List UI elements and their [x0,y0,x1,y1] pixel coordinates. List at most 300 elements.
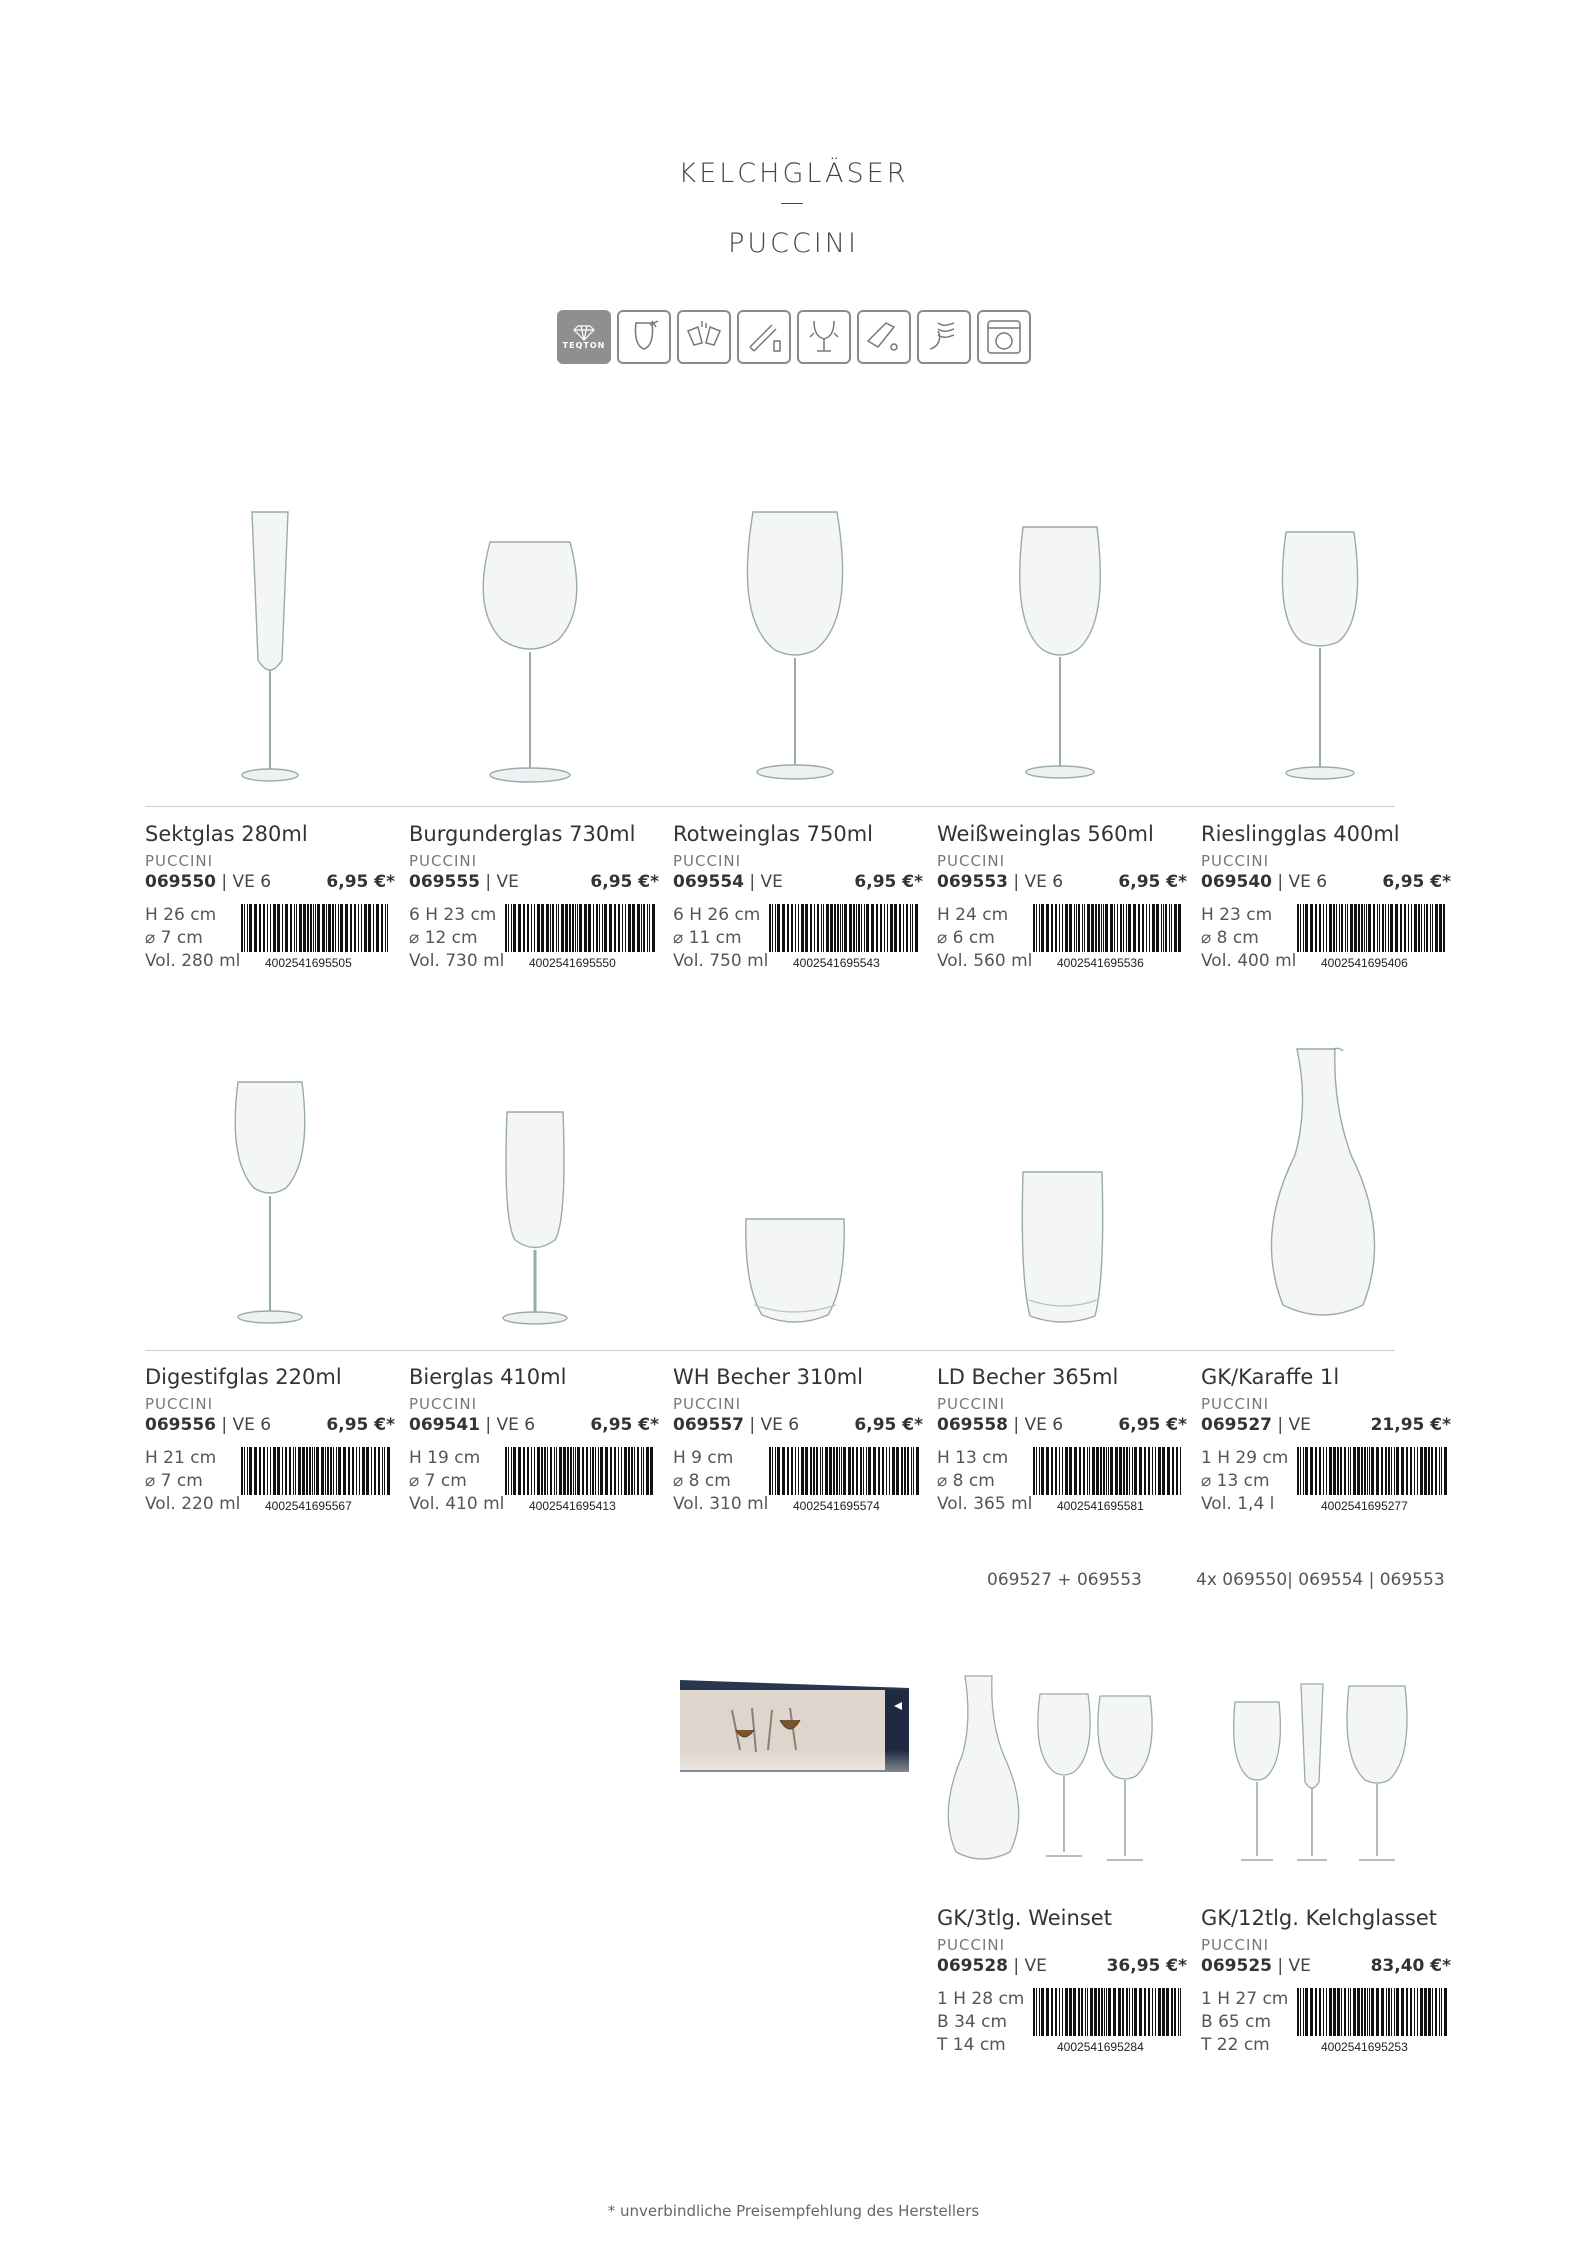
barcode-bar [878,1447,880,1495]
barcode-bar [1323,1447,1324,1495]
barcode-bar [1106,1447,1107,1495]
barcode-bar [1410,1447,1412,1495]
barcode-bar [359,1447,360,1495]
product-name: Sektglas 280ml [145,822,308,846]
barcode-bar [1414,1988,1415,2036]
barcode-bar [1361,1988,1363,2036]
barcode-bar [1388,1988,1390,2036]
barcode-bar [508,904,509,952]
bierglas-image [485,1110,585,1330]
barcode-bar [534,904,535,952]
barcode-bar [782,904,785,952]
barcode-bar [1062,1988,1063,2036]
spec-height: H 9 cm [673,1448,734,1468]
product-name: GK/3tlg. Weinset [937,1906,1112,1930]
barcode-bar [1421,904,1422,952]
barcode-bar [791,904,793,952]
barcode-bar [244,904,245,952]
barcode-bar [1401,1988,1404,2036]
barcode-bar [904,1447,906,1495]
barcode-bar [247,1447,248,1495]
barcode-bar [244,1447,245,1495]
ean-number: 4002541695574 [793,1499,880,1513]
barcode-bar [1361,1447,1363,1495]
barcode-bar [241,1447,243,1495]
barcode-bar [1095,904,1097,952]
barcode-bar [1303,1988,1304,2036]
barcode-bar [303,904,306,952]
product-brand: PUCCINI [1201,852,1270,870]
barcode-bar [1418,904,1420,952]
barcode-bar [241,904,243,952]
barcode-bar [590,1447,591,1495]
barcode-bar [1041,1447,1044,1495]
barcode-bar [1400,904,1402,952]
packaging-unit: | VE [1013,1956,1047,1976]
barcode-bar [641,1447,642,1495]
barcode-bar [598,1447,599,1495]
barcode-bar [1073,1988,1076,2036]
clinking-sound-icon [677,310,731,364]
wh-becher-image [740,1215,850,1330]
barcode-bar [1376,1447,1379,1495]
barcode-bar [853,904,855,952]
barcode-bar [1039,1447,1040,1495]
barcode-bar [350,904,352,952]
barcode-bar [1101,904,1102,952]
barcode-bar [561,904,564,952]
barcode-bar [531,904,532,952]
spec-volume: Vol. 1,4 l [1201,1494,1275,1514]
barcode-bar [1395,904,1398,952]
barcode-bar [1103,1447,1105,1495]
barcode-bar [1065,1988,1068,2036]
barcode-bar [826,904,829,952]
barcode-bar [577,904,578,952]
barcode [1297,1447,1447,1495]
ean-number: 4002541695413 [529,1499,616,1513]
barcode-bar [575,904,576,952]
barcode-bar [1439,1988,1440,2036]
barcode-bar [1117,904,1118,952]
barcode-bar [273,1447,276,1495]
barcode-bar [352,1447,354,1495]
barcode-bar [628,1447,630,1495]
barcode-bar [833,1447,835,1495]
barcode-bar [825,1447,828,1495]
barcode-bar [1101,1988,1103,2036]
article-number: 069528 [937,1956,1008,1976]
barcode-bar [592,1447,594,1495]
barcode-bar [1148,1988,1150,2036]
ean-number: 4002541695543 [793,956,880,970]
barcode-bar [302,1447,305,1495]
barcode-bar [1100,1447,1102,1495]
barcode-bar [643,1447,644,1495]
ean-number: 4002541695550 [529,956,616,970]
barcode-bar [863,1447,864,1495]
barcode-bar [1059,1988,1060,2036]
spec-volume: Vol. 310 ml [673,1494,769,1514]
barcode [1033,1447,1183,1495]
packaging-unit: | VE 6 [1013,872,1064,892]
barcode-bar [1033,904,1035,952]
barcode-bar [1156,904,1159,952]
product-card [937,822,1187,970]
barcode-bar [1092,1447,1095,1495]
barcode-bar [1329,1447,1332,1495]
spec-diameter: ⌀ 7 cm [409,1471,467,1491]
barcode-bar [631,1447,633,1495]
barcode-bar [1439,1447,1440,1495]
barcode-bar [1098,1988,1100,2036]
product-card [1201,1906,1451,2054]
barcode-bar [1122,1988,1124,2036]
barcode-bar [1414,904,1417,952]
barcode-bar [892,1447,895,1495]
barcode-bar [839,1447,840,1495]
barcode-bar [1108,1447,1109,1495]
barcode-bar [916,1447,919,1495]
barcode-bar [373,904,374,952]
barcode-bar [330,1447,332,1495]
barcode-bar [625,904,626,952]
barcode-bar [801,1447,804,1495]
spec-volume: Vol. 410 ml [409,1494,505,1514]
barcode-bar [821,904,822,952]
barcode-bar [550,904,551,952]
spec-diameter: ⌀ 8 cm [1201,928,1259,948]
article-number: 069540 [1201,872,1272,892]
barcode-bar [1114,904,1115,952]
barcode-bar [643,904,645,952]
barcode-bar [801,904,804,952]
barcode-bar [550,1447,552,1495]
barcode-bar [852,1447,854,1495]
barcode-bar [622,904,623,952]
barcode-bar [1329,1988,1332,2036]
barcode-bar [518,1447,521,1495]
barcode-bar [387,904,388,952]
barcode-bar [913,1447,914,1495]
barcode-bar [325,1447,326,1495]
article-number: 069553 [937,872,1008,892]
barcode-bar [1428,1447,1430,1495]
product-name: Rieslingglas 400ml [1201,822,1400,846]
barcode-bar [798,904,799,952]
spec-height: H 26 cm [145,905,217,925]
barcode-bar [1065,904,1068,952]
barcode [1297,904,1447,952]
barcode-bar [1391,1988,1392,2036]
barcode-bar [1046,904,1049,952]
barcode-bar [1158,1988,1161,2036]
spec-volume: Vol. 730 ml [409,951,505,971]
barcode-bar [1161,904,1162,952]
barcode-bar [593,904,594,952]
barcode-bar [843,1447,846,1495]
ean-number: 4002541695505 [265,956,352,970]
barcode-bar [263,1447,265,1495]
barcode-bar [336,1447,337,1495]
weissweinglas-image [1005,525,1115,785]
barcode-bar [1350,1447,1351,1495]
barcode-bar [582,1447,584,1495]
rotweinglas-image [735,510,855,785]
barcode-bar [1078,1988,1080,2036]
barcode-bar [830,904,833,952]
barcode-bar [605,1447,608,1495]
barcode-bar [1126,1988,1128,2036]
barcode-bar [609,904,612,952]
barcode-bar [1155,1447,1156,1495]
barcode-bar [1385,1447,1387,1495]
packaging-unit: | VE 6 [1277,872,1328,892]
sektglas-image [220,510,320,785]
barcode-bar [513,1447,516,1495]
spec-height: 1 H 27 cm [1201,1989,1289,2009]
barcode-bar [1139,1988,1142,2036]
spec-diameter: ⌀ 6 cm [937,928,995,948]
barcode-bar [1435,1988,1437,2036]
barcode-bar [376,904,379,952]
kelchglasset-image [1225,1682,1415,1872]
barcode-bar [1139,1447,1142,1495]
barcode-bar [840,904,841,952]
barcode-bar [886,1447,887,1495]
barcode-bar [610,1447,612,1495]
barcode-bar [884,904,885,952]
barcode-bar [646,1447,649,1495]
barcode-bar [505,1447,507,1495]
barcode-bar [294,904,295,952]
barcode-bar [1104,1988,1105,2036]
barcode-bar [313,904,314,952]
ean-number: 4002541695284 [1057,2040,1144,2054]
barcode-bar [1138,904,1140,952]
barcode-bar [556,904,557,952]
barcode-bar [805,1447,808,1495]
barcode-bar [880,904,882,952]
product-brand: PUCCINI [145,852,214,870]
barcode-bar [775,904,776,952]
barcode-bar [868,1447,871,1495]
barcode-bar [1055,1447,1057,1495]
barcode-bar [378,1447,380,1495]
barcode-bar [579,904,582,952]
barcode-bar [798,1447,799,1495]
barcode-bar [1297,1988,1299,2036]
barcode-bar [849,904,852,952]
barcode-bar [556,1447,557,1495]
barcode-bar [856,1447,858,1495]
barcode-bar [567,1447,569,1495]
barcode-bar [298,1447,301,1495]
product-card [145,822,395,970]
barcode-bar [1087,1447,1088,1495]
product-brand: PUCCINI [673,852,742,870]
barcode-bar [547,1447,548,1495]
barcode-bar [332,904,334,952]
barcode-bar [600,1447,603,1495]
barcode-bar [1310,1988,1313,2036]
barcode-bar [569,904,571,952]
barcode-bar [541,904,544,952]
barcode-bar [315,904,316,952]
packaging-unit: | VE [1277,1956,1311,1976]
barcode-bar [823,904,824,952]
barcode-bar [1305,904,1308,952]
product-price: 6,95 €* [1118,872,1187,892]
barcode-bar [1333,904,1335,952]
product-card [1201,1365,1451,1513]
barcode-bar [1368,904,1371,952]
barcode-bar [1358,904,1360,952]
barcode-bar [1155,1988,1156,2036]
barcode-bar [1350,1988,1351,2036]
packaging-unit: | VE [1277,1415,1311,1435]
spec-volume: Vol. 220 ml [145,1494,241,1514]
barcode-bar [544,1447,546,1495]
barcode-bar [1098,904,1100,952]
barcode-bar [604,904,607,952]
barcode-bar [599,904,600,952]
spec-diameter: ⌀ 13 cm [1201,1471,1270,1491]
barcode-bar [912,904,913,952]
ean-number: 4002541695581 [1057,1499,1144,1513]
barcode-bar [1129,1988,1130,2036]
barcode-bar [1123,1447,1125,1495]
barcode-bar [249,904,252,952]
packaging-unit: | VE 6 [221,872,272,892]
barcode-bar [1424,1447,1427,1495]
barcode-bar [277,1447,280,1495]
barcode-bar [1134,1988,1137,2036]
teqton-label: TEQTON [562,340,606,350]
packaging-unit: | VE [749,872,783,892]
barcode-bar [1381,1447,1383,1495]
product-card [145,1365,395,1513]
barcode [1297,1988,1447,2036]
barcode-bar [1169,904,1170,952]
barcode-bar [621,1447,622,1495]
product-brand: PUCCINI [409,1395,478,1413]
barcode-bar [1108,1988,1111,2036]
barcode-bar [1441,1447,1442,1495]
product-name: GK/Karaffe 1l [1201,1365,1340,1389]
barcode [769,904,919,952]
row-divider [145,806,1395,807]
barcode-bar [614,1447,616,1495]
barcode-bar [290,904,292,952]
barcode-bar [387,1447,390,1495]
barcode-bar [795,1447,796,1495]
barcode-bar [624,1447,627,1495]
barcode-bar [277,904,280,952]
barcode-bar [1144,1988,1146,2036]
barcode-bar [552,904,554,952]
barcode-bar [820,1447,821,1495]
barcode-bar [647,904,648,952]
barcode-bar [270,904,271,952]
barcode-bar [1336,904,1337,952]
barcode-bar [1340,1447,1342,1495]
product-price: 83,40 €* [1370,1956,1451,1976]
product-name: Weißweinglas 560ml [937,822,1154,846]
spec-volume: Vol. 750 ml [673,951,769,971]
barcode-bar [326,904,327,952]
barcode-bar [1303,904,1304,952]
barcode-bar [1149,904,1150,952]
barcode-bar [1115,1447,1118,1495]
barcode-bar [345,904,348,952]
barcode-bar [1353,1447,1356,1495]
product-brand: PUCCINI [145,1395,214,1413]
barcode-bar [296,904,297,952]
barcode-bar [829,1447,832,1495]
barcode [241,904,391,952]
spec-width: B 34 cm [937,2012,1008,2032]
barcode-bar [362,1447,365,1495]
barcode-bar [273,904,276,952]
barcode-bar [1078,904,1080,952]
product-name: Rotweinglas 750ml [673,822,873,846]
barcode-bar [1382,904,1384,952]
drip-icon [857,310,911,364]
barcode-bar [1174,904,1177,952]
barcode-bar [1297,1447,1299,1495]
barcode-bar [1323,904,1324,952]
barcode-bar [1376,1988,1379,2036]
barcode-bar [1051,1988,1053,2036]
barcode-bar [1180,1988,1181,2036]
weinset-contents: 069527 + 069553 [987,1570,1142,1590]
barcode-bar [915,904,918,952]
barcode-bar [1354,904,1357,952]
barcode-bar [527,1447,529,1495]
barcode-bar [652,904,655,952]
feature-icons [557,310,1031,364]
barcode-bar [1333,1447,1336,1495]
barcode-bar [813,1447,815,1495]
spec-height: H 21 cm [145,1448,217,1468]
barcode-bar [381,904,383,952]
barcode-bar [1096,1447,1099,1495]
barcode-bar [588,904,591,952]
product-price: 6,95 €* [326,1415,395,1435]
spec-diameter: ⌀ 11 cm [673,928,742,948]
barcode-bar [903,904,904,952]
barcode-bar [787,1447,789,1495]
barcode-bar [1319,1988,1321,2036]
break-resistant-icon [617,310,671,364]
barcode-bar [1036,1988,1037,2036]
barcode-bar [1366,904,1367,952]
barcode-bar [1300,1988,1301,2036]
barcode-bar [858,904,860,952]
barcode-bar [1435,904,1438,952]
barcode-bar [810,1447,812,1495]
barcode-bar [1129,1447,1130,1495]
barcode-bar [1051,1447,1053,1495]
barcode-bar [1041,1988,1044,2036]
article-number: 069557 [673,1415,744,1435]
spec-height: H 13 cm [937,1448,1009,1468]
barcode [1033,904,1183,952]
barcode [505,1447,655,1495]
ean-number: 4002541695536 [1057,956,1144,970]
barcode-bar [1404,904,1406,952]
